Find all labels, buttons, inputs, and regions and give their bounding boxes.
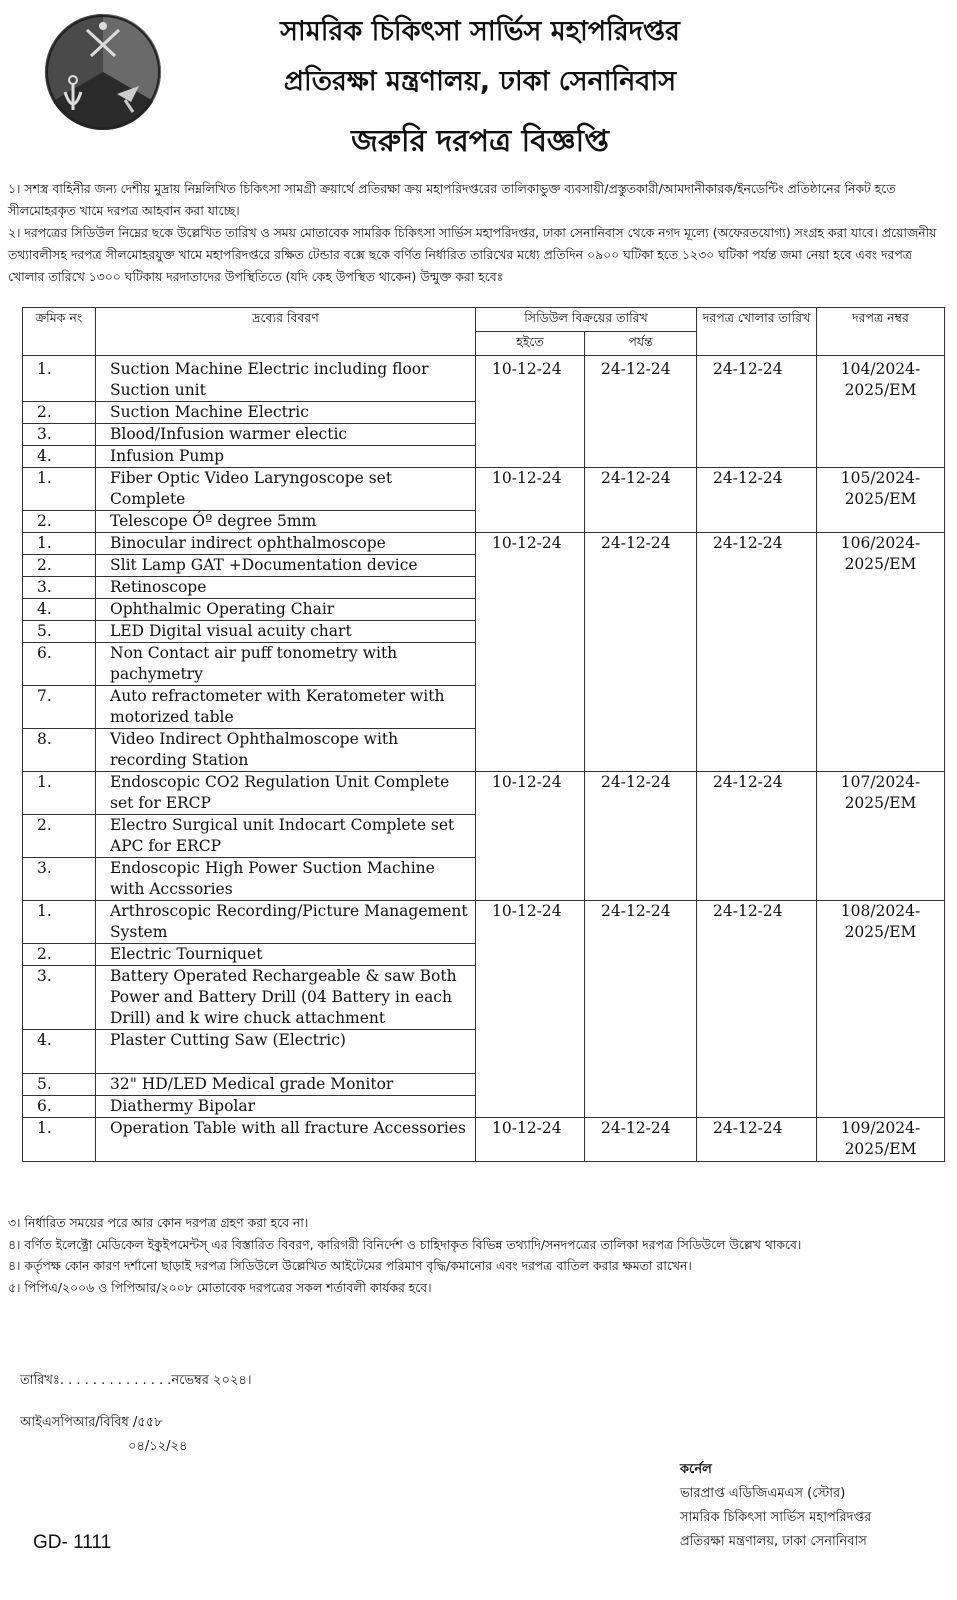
item-serial: 3.	[23, 858, 96, 901]
signatory-rank: কর্নেল	[680, 1462, 712, 1477]
header-description: দ্রব্যের বিবরণ	[96, 308, 476, 356]
item-serial: 2.	[23, 555, 96, 577]
item-serial: 6.	[23, 1096, 96, 1118]
opening-date: 24-12-24	[697, 1118, 817, 1162]
item-serial: 7.	[23, 686, 96, 729]
item-serial: 1.	[23, 901, 96, 944]
table-row	[23, 468, 945, 511]
sale-to-date: 24-12-24	[585, 468, 697, 533]
tender-table	[22, 307, 945, 1162]
item-description: Diathermy Bipolar	[96, 1096, 476, 1118]
item-description: Arthroscopic Recording/Picture Management System	[96, 901, 476, 944]
item-description: Binocular indirect ophthalmoscope	[96, 533, 476, 555]
item-description: Fiber Optic Video Laryngoscope set Complete	[96, 468, 476, 511]
item-serial: 6.	[23, 643, 96, 686]
item-serial: 3.	[23, 966, 96, 1030]
header-serial: ক্রমিক নং	[23, 308, 96, 356]
item-description: Non Contact air puff tonometry with pachymetry	[96, 643, 476, 686]
sale-from-date: 10-12-24	[476, 901, 585, 1118]
notice-header	[0, 0, 957, 170]
item-description: Infusion Pump	[96, 446, 476, 468]
item-description: Electric Tourniquet	[96, 944, 476, 966]
item-description: Endoscopic CO2 Regulation Unit Complete set for ERCP	[96, 772, 476, 815]
item-description: 32" HD/LED Medical grade Monitor	[96, 1074, 476, 1096]
item-description: Retinoscope	[96, 577, 476, 599]
table-row	[23, 1118, 945, 1162]
item-serial: 4.	[23, 446, 96, 468]
item-serial: 1.	[23, 356, 96, 402]
signature-block	[680, 1458, 940, 1554]
sale-from-date: 10-12-24	[476, 533, 585, 772]
date-line: তারিখঃ. . . . . . . . . . . . . .নভেম্বর ২০২৪।	[20, 1373, 252, 1388]
sale-from-date: 10-12-24	[476, 356, 585, 468]
item-description: LED Digital visual acuity chart	[96, 621, 476, 643]
table-row	[23, 772, 945, 815]
armed-forces-logo	[43, 12, 163, 132]
item-description: Telescope Óº degree 5mm	[96, 511, 476, 533]
item-description: Auto refractometer with Keratometer with motorized table	[96, 686, 476, 729]
item-serial: 2.	[23, 511, 96, 533]
item-serial: 2.	[23, 815, 96, 858]
org-name-line1: সামরিক চিকিৎসা সার্ভিস মহাপরিদপ্তর	[280, 16, 680, 47]
note-3: ৩। নির্ধারিত সময়ের পরে আর কোন দরপত্র গ্রহণ করা হবে না।	[8, 1215, 309, 1230]
notes-section	[8, 1212, 946, 1298]
item-description: Suction Machine Electric	[96, 402, 476, 424]
header-tender-no: দরপত্র নম্বর	[817, 308, 945, 356]
sale-from-date: 10-12-24	[476, 468, 585, 533]
tender-number: 106/2024-2025/EM	[817, 533, 945, 772]
opening-date: 24-12-24	[697, 468, 817, 533]
item-serial: 1.	[23, 772, 96, 815]
table-row	[23, 533, 945, 555]
sale-from-date: 10-12-24	[476, 772, 585, 901]
item-serial: 8.	[23, 729, 96, 772]
intro-paragraph-1: ১। সশস্ত্র বাহিনীর জন্য দেশীয় মুদ্রায় নিম্নলিখিত চিকিৎসা সামগ্রী ক্রয়ার্থে প্রতিরক্ষা ক্রয় মহাপরিদপ্তরের তালিকাভুক্ত ব্যবসায়ী/প্রস্তুতকারী/আমদানীকারক/ইনডেন্টিং প্রতিষ্ঠানের নিকট হতে সীলমোহরকৃত খামে দরপত্র আহবান করা যাচ্ছে।	[8, 181, 896, 218]
item-description: Suction Machine Electric including floor Suction unit	[96, 356, 476, 402]
tender-number: 105/2024-2025/EM	[817, 468, 945, 533]
header-from: হইতে	[476, 332, 585, 356]
item-description: Battery Operated Rechargeable & saw Both Power and Battery Drill (04 Battery in each Drill) and k wire chuck attachment	[96, 966, 476, 1030]
item-description: Operation Table with all fracture Accessories	[96, 1118, 476, 1162]
item-serial: 2.	[23, 402, 96, 424]
opening-date: 24-12-24	[697, 533, 817, 772]
reference-number: আইএসপিআর/বিবিধ /৫৫৮	[20, 1415, 163, 1430]
note-4b: ৪। কর্তৃপক্ষ কোন কারণ দর্শানো ছাড়াই দরপত্র সিডিউলে উল্লেখিত আইটেমের পরিমাণ বৃদ্ধি/কমানোর এবং দরপত্র বাতিল করার ক্ষমতা রাখেন।	[8, 1258, 692, 1273]
sale-to-date: 24-12-24	[585, 533, 697, 772]
item-description: Electro Surgical unit Indocart Complete set APC for ERCP	[96, 815, 476, 858]
table-row	[23, 901, 945, 944]
opening-date: 24-12-24	[697, 356, 817, 468]
item-description: Ophthalmic Operating Chair	[96, 599, 476, 621]
item-description: Blood/Infusion warmer electic	[96, 424, 476, 446]
item-serial: 2.	[23, 944, 96, 966]
item-description: Video Indirect Ophthalmoscope with recording Station	[96, 729, 476, 772]
org-name-line2: প্রতিরক্ষা মন্ত্রণালয়, ঢাকা সেনানিবাস	[283, 66, 677, 97]
signatory-office: সামরিক চিকিৎসা সার্ভিস মহাপরিদপ্তর	[680, 1510, 872, 1525]
header-to: পর্যন্ত	[585, 332, 697, 356]
item-serial: 3.	[23, 424, 96, 446]
item-serial: 1.	[23, 468, 96, 511]
sale-from-date: 10-12-24	[476, 1118, 585, 1162]
item-serial: 1.	[23, 533, 96, 555]
opening-date: 24-12-24	[697, 901, 817, 1118]
gd-number: GD- 1111	[33, 1532, 112, 1553]
header-sale-date: সিডিউল বিক্রয়ের তারিখ	[476, 308, 697, 332]
signatory-ministry: প্রতিরক্ষা মন্ত্রণালয়, ঢাকা সেনানিবাস	[680, 1534, 867, 1549]
header-opening-date: দরপত্র খোলার তারিখ	[697, 308, 817, 356]
tender-number: 108/2024-2025/EM	[817, 901, 945, 1118]
tender-number: 109/2024-2025/EM	[817, 1118, 945, 1162]
tender-number: 104/2024-2025/EM	[817, 356, 945, 468]
note-5: ৫। পিপিএ/২০০৬ ও পিপিআর/২০০৮ মোতাবেক দরপত্রের সকল শর্তাবলী কার্যকর হবে।	[8, 1279, 432, 1295]
intro-paragraph-2: ২। দরপত্রের সিডিউল নিম্নের ছকে উল্লেখিত তারিখ ও সময় মোতাবেক সামরিক চিকিৎসা সার্ভিস মহাপরিদপ্তর, ঢাকা সেনানিবাস থেকে নগদ মূল্যে (অফেরতযোগ্য) সংগ্রহ করা যাবে। প্রয়োজনীয় তথ্যাবলীসহ দরপত্র সীলমোহরযুক্ত খামে মহাপরিদপ্তরে রক্ষিত টেন্ডার বক্সে ছকে বর্ণিত নির্ধারিত তারিখের মধ্যে প্রতিদিন ০৯০০ ঘটিকা হতে ১২৩০ ঘটিকা পর্যন্ত জমা নেয়া হবে এবং দরপত্র খোলার তারিখে ১৩০০ ঘটিকায় দরদাতাদের উপস্থিতিতে (যদি কেহ উপস্থিত থাকেন) উন্মুক্ত করা হবেঃ	[8, 225, 937, 284]
reference-date: ০৪/১২/২৪	[128, 1439, 188, 1454]
table-row	[23, 356, 945, 402]
item-description: Plaster Cutting Saw (Electric)	[96, 1030, 476, 1074]
sale-to-date: 24-12-24	[585, 901, 697, 1118]
opening-date: 24-12-24	[697, 772, 817, 901]
item-serial: 5.	[23, 621, 96, 643]
tender-number: 107/2024-2025/EM	[817, 772, 945, 901]
sale-to-date: 24-12-24	[585, 772, 697, 901]
signatory-designation: ভারপ্রাপ্ত এডিজিএমএস (স্টোর)	[680, 1486, 846, 1501]
sale-to-date: 24-12-24	[585, 356, 697, 468]
sale-to-date: 24-12-24	[585, 1118, 697, 1162]
item-serial: 1.	[23, 1118, 96, 1162]
item-serial: 4.	[23, 599, 96, 621]
item-serial: 5.	[23, 1074, 96, 1096]
item-description: Slit Lamp GAT +Documentation device	[96, 555, 476, 577]
item-serial: 3.	[23, 577, 96, 599]
item-description: Endoscopic High Power Suction Machine with Accssories	[96, 858, 476, 901]
item-serial: 4.	[23, 1030, 96, 1074]
notice-title: জরুরি দরপত্র বিজ্ঞপ্তি	[351, 124, 609, 159]
note-4a: ৪। বর্ণিত ইলেক্ট্রো মেডিকেল ইকুইপমেন্টস্ এর বিস্তারিত বিবরণ, কারিগরী বিনির্দেশ ও চাহিদাকৃত বিভিন্ন তথ্যাদি/সনদপত্রের তালিকা দরপত্র সিডিউলে উল্লেখ থাকবে।	[8, 1236, 802, 1252]
